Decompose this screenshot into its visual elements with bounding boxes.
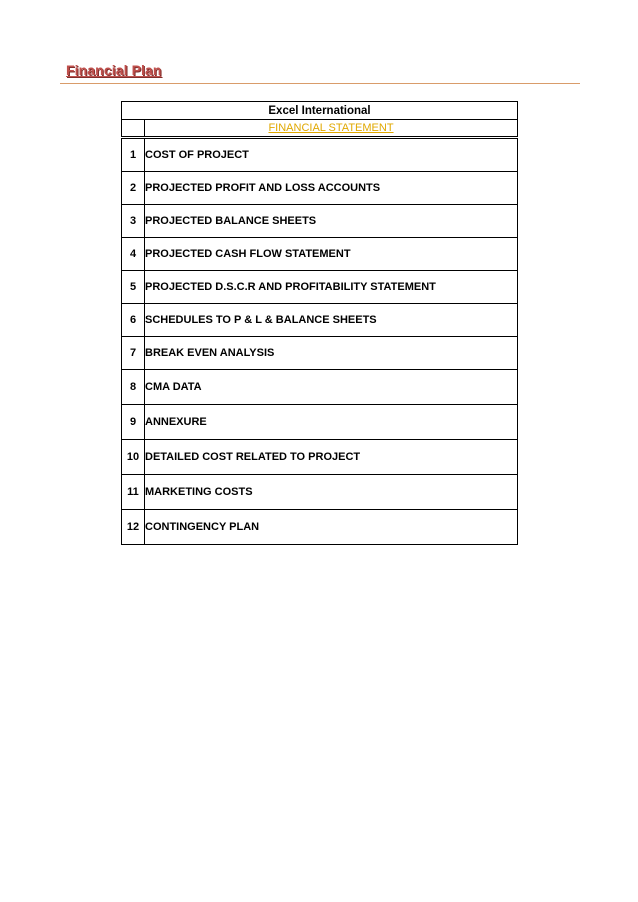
item-number: 10 [122, 440, 145, 475]
table-subtitle-row [122, 120, 518, 138]
item-label: SCHEDULES TO P & L & BALANCE SHEETS [145, 304, 518, 337]
table-row [122, 370, 518, 405]
subtitle-number-cell [122, 120, 145, 138]
heading-divider [60, 83, 580, 84]
item-number: 6 [122, 304, 145, 337]
table-row [122, 271, 518, 304]
item-number: 1 [122, 138, 145, 172]
item-number: 5 [122, 271, 145, 304]
table-row [122, 238, 518, 271]
item-number: 12 [122, 510, 145, 545]
table-row [122, 205, 518, 238]
item-label: COST OF PROJECT [145, 138, 518, 172]
table-title-row [122, 102, 518, 120]
item-label: PROJECTED BALANCE SHEETS [145, 205, 518, 238]
item-label: BREAK EVEN ANALYSIS [145, 337, 518, 370]
item-number: 11 [122, 475, 145, 510]
item-label: DETAILED COST RELATED TO PROJECT [145, 440, 518, 475]
table-row [122, 405, 518, 440]
table-row [122, 440, 518, 475]
table-row [122, 337, 518, 370]
table-row [122, 475, 518, 510]
page-heading: Financial Plan [66, 62, 162, 78]
item-label: PROJECTED PROFIT AND LOSS ACCOUNTS [145, 172, 518, 205]
item-label: MARKETING COSTS [145, 475, 518, 510]
item-label: ANNEXURE [145, 405, 518, 440]
table-row [122, 138, 518, 172]
item-number: 4 [122, 238, 145, 271]
item-label: PROJECTED CASH FLOW STATEMENT [145, 238, 518, 271]
item-label: PROJECTED D.S.C.R AND PROFITABILITY STATEMENT [145, 271, 518, 304]
item-number: 9 [122, 405, 145, 440]
item-label: CMA DATA [145, 370, 518, 405]
item-number: 8 [122, 370, 145, 405]
financial-statement-table [121, 101, 518, 545]
item-number: 7 [122, 337, 145, 370]
item-number: 2 [122, 172, 145, 205]
table-subtitle: FINANCIAL STATEMENT [145, 120, 518, 138]
table-row [122, 172, 518, 205]
item-number: 3 [122, 205, 145, 238]
table-title: Excel International [122, 102, 518, 120]
table-row [122, 510, 518, 545]
table-row [122, 304, 518, 337]
item-label: CONTINGENCY PLAN [145, 510, 518, 545]
